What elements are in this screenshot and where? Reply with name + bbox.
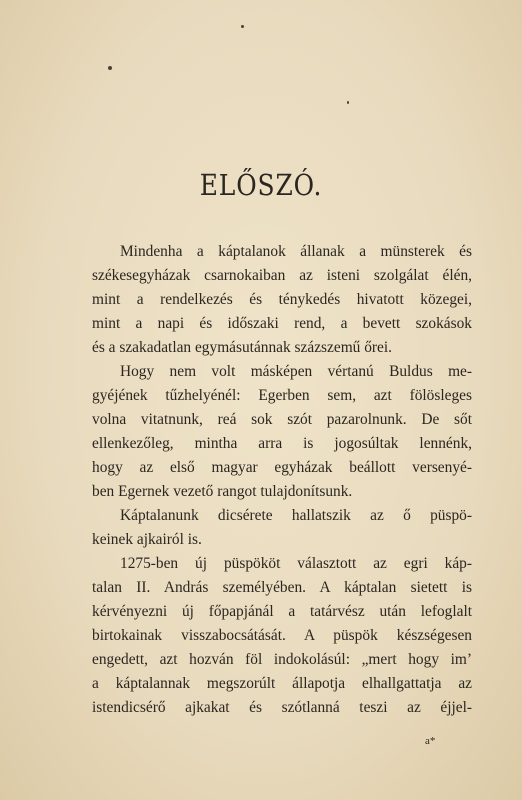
text-line: 1275-ben új püspököt választott az egri káp- [120,555,472,572]
text-line: a káptalannak megszorúlt állapotja elhallgattatja az [92,675,472,692]
text-line: engedett, azt hozván föl indokolásúl: „mert hogy im’ [92,651,472,668]
text-line: istendicsérő ajkakat és szótlanná teszi az éjjel- [92,699,472,716]
text-line: hogy az első magyar egyházak beállott versenyé- [92,459,472,476]
text-line: volna vitatnunk, reá sok szót pazarolnunk. De sőt [92,411,472,428]
page-title: ELŐSZÓ. [199,168,323,202]
ink-speck [347,101,349,104]
text-line: birtokainak visszabocsátását. A püspök készségesen [92,627,472,644]
ink-speck [241,25,244,28]
text-line: keinek ajkairól is. [92,531,202,548]
signature-mark: a* [425,735,436,747]
body-text [92,240,472,720]
text-line: gyéjének tűzhelyénél: Egerben sem, azt fölösleges [92,387,472,404]
text-line: ellenkezőleg, mintha arra is jogosúltak lennénk, [92,435,472,452]
text-line: Hogy nem volt másképen vértanú Buldus me- [120,363,472,380]
text-line: kérvényezni új főpapjánál a tatárvész után lefoglalt [92,603,472,620]
text-line: talan II. András személyében. A káptalan sietett is [92,579,472,596]
text-line: mint a rendelkezés és ténykedés hivatott közegei, [92,291,472,308]
text-line: ben Egernek vezető rangot tulajdonítsunk. [92,483,353,500]
text-line: mint a napi és időszaki rend, a bevett szokások [92,315,472,332]
text-line: Mindenha a káptalanok állanak a münsterek és [120,243,472,260]
text-line: Káptalanunk dicsérete hallatszik az ő püspö- [120,507,472,524]
text-line: és a szakadatlan egymásutánnak százszemű őrei. [92,339,392,356]
ink-speck [108,66,112,70]
text-line: székesegyházak csarnokaiban az isteni szolgálat élén, [92,267,472,284]
